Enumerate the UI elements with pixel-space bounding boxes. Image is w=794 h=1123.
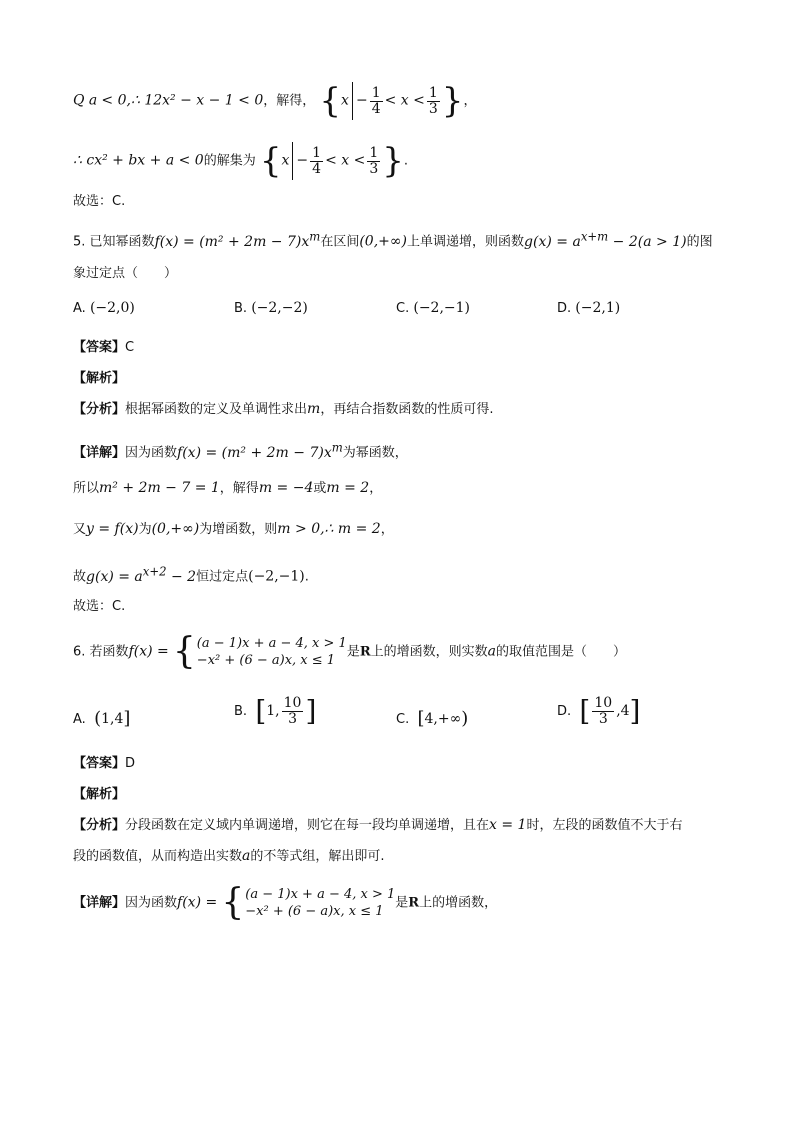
q4-choose: 故选：C. bbox=[73, 194, 126, 209]
q5-choice-b: B. (−2,−2) bbox=[234, 300, 308, 316]
q5-answer: 【答案】C bbox=[73, 340, 135, 355]
q5-xiangjie: 【详解】因为函数$f(x) = (m^2 + 2m - 7)x^m$为幂函数， bbox=[73, 440, 408, 461]
q6-choice-a: A. (1,4] bbox=[73, 708, 131, 729]
q6-xiangjie: 【详解】因为函数f(x) = { (a − 1)x + a − 4, x > 1 −x² + (6 − a)x, x ≤ 1 是R上的增函数， bbox=[73, 882, 498, 923]
q5-stem-line2: 象过定点（ ） bbox=[73, 266, 178, 281]
q5-step2: 所以m² + 2m − 7 = 1，解得m = −4或m = 2， bbox=[73, 480, 383, 496]
q4-solution-line1: Q a < 0,∴ 12x² − x − 1 < 0，解得， {x − $\frac{1}{4}$ < x < $\frac{1}{3}$ }， bbox=[73, 81, 477, 121]
q4-comma: ， bbox=[463, 93, 477, 109]
q5-fenxi: 【分析】根据幂函数的定义及单调性求出m，再结合指数函数的性质可得. bbox=[73, 401, 494, 417]
q5-step4: 故$g(x) = a^{x+2} - 2$恒过定点(−2,−1). bbox=[73, 564, 309, 585]
q5-choose: 故选：C. bbox=[73, 599, 126, 614]
q5-analysis-tag: 【解析】 bbox=[73, 371, 126, 386]
q4-solution-line2: ∴ cx² + bx + a < 0的解集为 {x − $\frac{1}{4}$ < x < $\frac{1}{3}$ }. bbox=[73, 141, 409, 181]
q6-fenxi-line2: 段的函数值，从而构造出实数a的不等式组，解出即可. bbox=[73, 848, 385, 864]
q5-stem-line1: 5. 已知幂函数$f(x) = (m^2 + 2m - 7)x^m$在区间(0,+∞)上单调递增，则函数$g(x) = a^{x+m} - 2(a > 1)$的图 bbox=[73, 229, 713, 250]
q4-jiede: ，解得， bbox=[263, 93, 316, 109]
q5-choice-d: D. (−2,1) bbox=[557, 300, 621, 316]
q6-choice-b: B. [1, $\frac{10}{3}$ ] bbox=[234, 694, 317, 728]
q6-choice-d: D. [ $\frac{10}{3}$ ,4] bbox=[557, 694, 641, 728]
q5-choice-c: C. (−2,−1) bbox=[396, 300, 471, 316]
q6-choice-c: C. [4,+∞) bbox=[396, 708, 469, 729]
q4-settext: 的解集为 bbox=[203, 153, 256, 169]
q5-choice-a: A. (−2,0) bbox=[73, 300, 135, 316]
q5-step3: 又y = f(x)为(0,+∞)为增函数，则m > 0,∴ m = 2， bbox=[73, 521, 394, 537]
q6-analysis-tag: 【解析】 bbox=[73, 787, 126, 802]
q6-fenxi-line1: 【分析】分段函数在定义域内单调递增，则它在每一段均单调递增，且在x = 1时，左段的函数值不大于右 bbox=[73, 817, 683, 833]
q6-answer: 【答案】D bbox=[73, 756, 136, 771]
q6-stem: 6. 若函数f(x) = { (a − 1)x + a − 4, x > 1 −x² + (6 − a)x, x ≤ 1 是R上的增函数，则实数a的取值范围是（ ） bbox=[73, 631, 627, 672]
